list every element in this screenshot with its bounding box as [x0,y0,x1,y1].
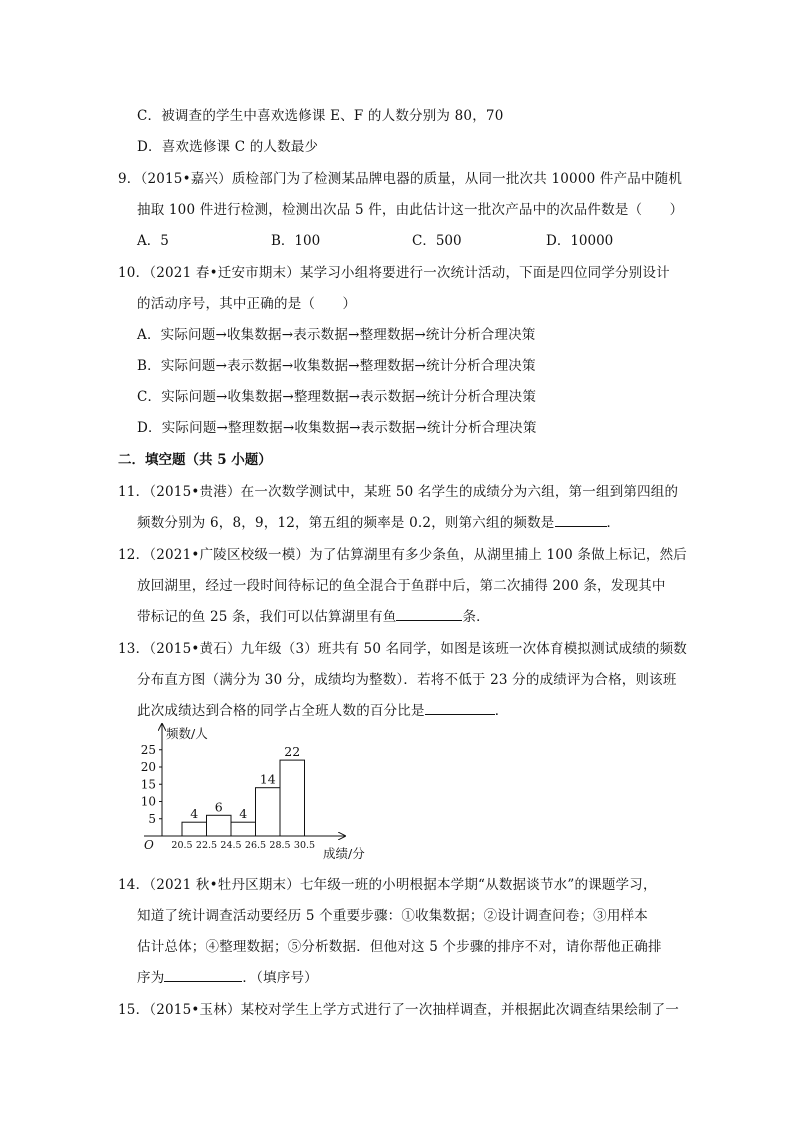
period: ． [494,703,509,719]
frequency-histogram [120,718,390,868]
y-tick-label: 10 [140,794,156,809]
question-14-line-1: 14．（2021 秋•牡丹区期末）七年级一班的小明根据本学期“从数据谈节水”的课题学习， [118,877,657,893]
bar-value-label: 4 [239,806,248,822]
x-tick-label: 26.5 [244,840,267,851]
answer-blank [396,606,462,621]
question-14-line-2: 知道了统计调查活动要经历 5 个重要步骤：①收集数据；②设计调查问卷；③用样本 [137,908,648,924]
x-tick-label: 20.5 [171,840,193,851]
question-13-text: 此次成绩达到合格的同学占全班人数的百分比是 [137,703,425,719]
option-c: C．被调查的学生中喜欢选修课 E、F 的人数分别为 80，70 [137,108,504,124]
question-14-line-3: 估计总体；④整理数据；⑤分析数据．但他对这 5 个步骤的排序不对，请你帮他正确排 [137,939,662,955]
histogram-bar [256,788,281,836]
question-13-line-2: 分布直方图（满分为 30 分，成绩均为整数）．若将不低于 23 分的成绩评为合格，则该班 [137,672,677,688]
question-11-line-2 [137,511,620,531]
histogram-bar [280,760,305,836]
question-10-line-2: 的活动序号，其中正确的是（ ） [137,296,357,312]
choice-d: D．10000 [546,233,614,249]
choice-c: C．500 [412,233,462,249]
question-12-tail: 条． [462,609,490,625]
answer-blank [555,512,607,527]
question-12-line-2: 放回湖里，经过一段时间待标记的鱼全混合于鱼群中后，第二次捕得 200 条，发现其中 [137,578,666,594]
question-14-tail: ．（填序号） [242,970,318,986]
y-tick-label: 15 [140,777,156,792]
answer-blank [164,967,242,982]
question-12-text: 带标记的鱼 25 条，我们可以估算湖里有鱼 [137,609,397,625]
question-12-line-3 [137,605,490,625]
period: ． [606,515,621,531]
bar-value-label: 14 [259,771,276,787]
question-13-line-3 [137,699,508,719]
origin-label: O [144,838,154,852]
bar-value-label: 22 [284,744,301,760]
question-15-line-1: 15．（2015•玉林）某校对学生上学方式进行了一次抽样调查，并根据此次调查结果绘制了一 [118,1002,680,1018]
question-14-text: 序为 [137,970,165,986]
x-tick-label: 28.5 [269,840,291,851]
x-tick-label: 30.5 [293,840,316,851]
x-axis-label: 成绩/分 [323,846,365,861]
bar-value-label: 4 [190,806,199,822]
bar-value-label: 6 [214,799,223,815]
question-11-line-1: 11．（2015•贵港）在一次数学测试中，某班 50 名学生的成绩分为六组，第一组到第四组的 [118,484,679,500]
question-11-text: 频数分别为 6，8，9，12，第五组的频率是 0.2，则第六组的频数是 [137,515,555,531]
question-9-line-2: 抽取 100 件进行检测，检测出次品 5 件，由此估计这一批次产品中的次品件数是（ ） [137,202,684,218]
histogram-bar [231,822,256,836]
question-10-option-b: B．实际问题→表示数据→收集数据→整理数据→统计分析合理决策 [137,358,536,374]
question-10-option-c: C．实际问题→收集数据→整理数据→表示数据→统计分析合理决策 [137,389,537,405]
histogram-bar [207,815,232,836]
question-9-line-1: 9．（2015•嘉兴）质检部门为了检测某品牌电器的质量，从同一批次共 10000 件产品中随机 [118,171,683,187]
choice-a: A．5 [137,233,169,249]
y-axis-label: 频数/人 [166,726,208,741]
section-heading: 二．填空题（共 5 小题） [118,452,272,468]
option-d: D．喜欢选修课 C 的人数最少 [137,139,319,155]
choice-b: B．100 [271,233,321,249]
question-14-line-4 [137,966,318,986]
y-tick-label: 20 [140,760,156,774]
x-tick-label: 24.5 [220,840,242,851]
answer-blank [425,700,495,715]
question-10-line-1: 10．（2021 春•迁安市期末）某学习小组将要进行一次统计活动，下面是四位同学分别设计 [118,265,670,281]
question-13-line-1: 13．（2015•黄石）九年级（3）班共有 50 名同学，如图是该班一次体育模拟测试成绩的频数 [118,641,687,657]
question-10-option-d: D．实际问题→整理数据→收集数据→表示数据→统计分析合理决策 [137,420,537,436]
histogram-bar [182,822,207,836]
question-12-line-1: 12．（2021•广陵区校级一模）为了估算湖里有多少条鱼，从湖里捕上 100 条做上标记，然后 [118,547,687,563]
x-tick-label: 22.5 [195,840,218,851]
y-tick-label: 25 [140,742,156,757]
question-10-option-a: A．实际问题→收集数据→表示数据→整理数据→统计分析合理决策 [137,327,536,343]
y-tick-label: 5 [148,811,156,826]
